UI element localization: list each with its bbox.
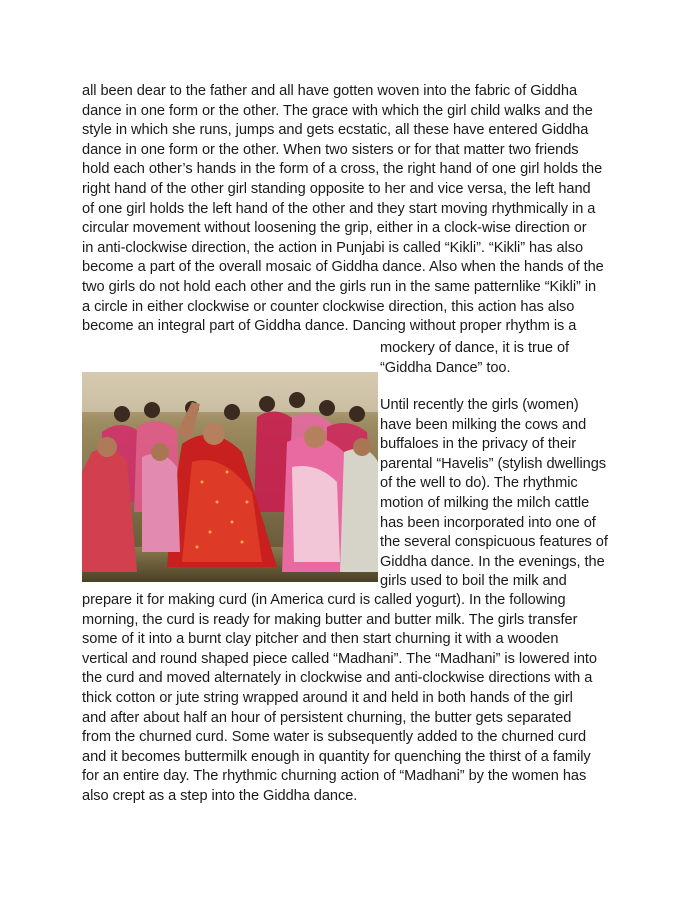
paragraph-kikli-tail [380,339,620,378]
text-line: motion of milking the milch cattle [380,494,590,511]
text-line: circular movement without loosening the grip, either in a clock-wise direction or [82,220,587,237]
text-line: morning, the curd is ready for making butter and butter milk. The girls transfer [82,611,578,628]
paragraph-milking [380,396,620,592]
text-line: and after about half an hour of persistent churning, the butter gets separated [82,709,572,726]
text-line: vertical and round shaped piece called “Madhani”. The “Madhani” is lowered into [82,650,597,667]
text-line: the several conspicuous features of [380,534,608,551]
paragraph-churning [82,591,622,807]
text-line: a circle in either clockwise or counter clockwise direction, this action has also [82,298,575,315]
text-line: in anti-clockwise direction, the action in Punjabi is called “Kikli”. “Kikli” has also [82,239,584,256]
text-line: prepare it for making curd (in America curd is called yogurt). In the following [82,592,566,608]
text-line: have been milking the cows and [380,416,587,433]
text-line: from the churned curd. Some water is subsequently added to the churned curd [82,729,587,746]
text-line: the curd and moved alternately in clockwise and anti-clockwise directions with a [82,670,593,687]
text-line: dance in one form or the other. When two sisters or for that matter two friends [82,141,579,158]
text-line: hold each other’s hands in the form of a cross, the right hand of one girl holds the [82,161,603,178]
text-line: style in which she runs, jumps and gets ecstatic, all these have entered Giddha [82,122,589,139]
text-line: right hand of the other girl standing opposite to her and vice versa, the left hand [82,180,591,197]
text-line: of one girl holds the left hand of the other and they start moving rhythmically in a [82,200,596,217]
text-line: for an entire day. The rhythmic churning action of “Madhani” by the women has [82,768,587,785]
giddha-dancers-photo [82,372,378,582]
text-line: buffaloes in the privacy of their [380,436,577,453]
text-line: and it becomes buttermilk enough in quantity for quenching the thirst of a family [82,748,591,765]
text-line: of the well to do). The rhythmic [380,475,578,492]
text-line: parental “Havelis” (stylish dwellings [380,455,607,472]
text-line: “Giddha Dance” too. [380,359,511,376]
paragraph-kikli [82,82,622,337]
text-line: some of it into a burnt clay pitcher and then start churning it with a wooden [82,631,559,648]
text-line: Until recently the girls (women) [380,397,579,413]
text-line: all been dear to the father and all have gotten woven into the fabric of Giddha [82,83,578,99]
text-line: two girls do not hold each other and the girls run in the same patternlike “Kikli” in [82,278,597,295]
text-line: thick cotton or jute string wrapped around it and held in both hands of the girl [82,689,573,706]
text-line: become a part of the overall mosaic of Giddha dance. Also when the hands of the [82,259,604,276]
text-line: Giddha dance. In the evenings, the [380,553,605,570]
text-line: become an integral part of Giddha dance. Dancing without proper rhythm is a [82,318,577,335]
text-line: also crept as a step into the Giddha dance. [82,787,358,804]
text-line: dance in one form or the other. The grace with which the girl child walks and the [82,102,593,119]
text-line: mockery of dance, it is true of [380,340,570,356]
text-line: girls used to boil the milk and [380,573,567,590]
text-line: has been incorporated into one of [380,514,596,531]
